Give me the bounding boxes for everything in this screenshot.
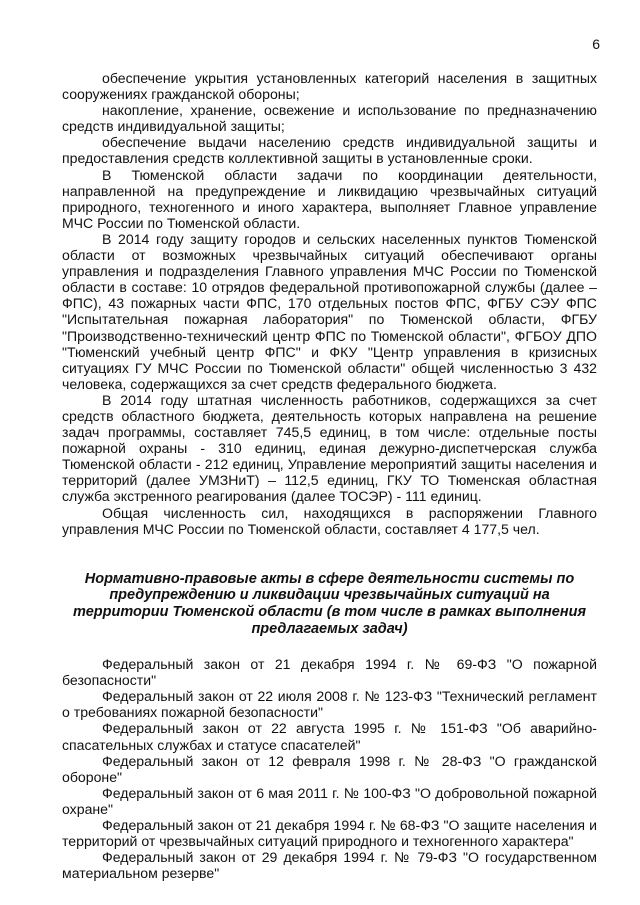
paragraph: обеспечение выдачи населению средств индивидуальной защиты и предоставления средств коллективной защиты в установленные сроки. xyxy=(62,134,597,167)
paragraph: Общая численность сил, находящихся в распоряжении Главного управления МЧС России по Тюменской области, составляет 4 177,5 чел. xyxy=(62,504,597,537)
section-heading: Нормативно-правовые акты в сфере деятельности системы по предупреждению и ликвидации чрезвычайных ситуаций на территории Тюменской области (в том числе в рамках выполнения предлагаемых задач) xyxy=(73,570,586,637)
legal-act-item: Федеральный закон от 21 декабря 1994 г. № 69-ФЗ "О пожарной безопасности" xyxy=(62,656,597,689)
legal-act-item: Федеральный закон от 12 февраля 1998 г. № 28-ФЗ "О гражданской обороне" xyxy=(62,752,597,785)
legal-act-item: Федеральный закон от 22 июля 2008 г. № 123-ФЗ "Технический регламент о требованиях пожарной безопасности" xyxy=(62,688,597,721)
paragraph: накопление, хранение, освежение и использование по предназначению средств индивидуальной защиты; xyxy=(62,102,597,135)
legal-act-item: Федеральный закон от 22 августа 1995 г. № 151-ФЗ "Об аварийно-спасательных службах и статусе спасателей" xyxy=(62,720,597,753)
paragraph: В Тюменской области задачи по координации деятельности, направленной на предупреждение и ликвидацию чрезвычайных ситуаций природного, техногенного и иного характера, выполняет Главное управление МЧС России по Тюменской области. xyxy=(62,166,597,231)
paragraph: В 2014 году защиту городов и сельских населенных пунктов Тюменской области от возможных чрезвычайных ситуаций обеспечивают органы управления и подразделения Главного управления МЧС России по Тюменской области в составе: 10 отрядов федеральной противопожарной службы (далее – ФПС), 43 пожарных части ФПС, 170 отдельных постов ФПС, ФГБУ СЭУ ФПС "Испытательная пожарная лаборатория" по Тюменской области, ФГБУ "Производственно-технический центр ФПС по Тюменской области", ФГБОУ ДПО "Тюменский учебный центр ФПС" и ФКУ "Центр управления в кризисных ситуациях ГУ МЧС России по Тюменской области" общей численностью 3 432 человека, содержащихся за счет средств федерального бюджета. xyxy=(62,230,597,392)
legal-act-item: Федеральный закон от 21 декабря 1994 г. № 68-ФЗ "О защите населения и территорий от чрезвычайных ситуаций природного и техногенного характера" xyxy=(62,817,597,850)
paragraph: В 2014 году штатная численность работников, содержащихся за счет средств областного бюджета, деятельность которых направлена на решение задач программы, составляет 745,5 единиц, в том числе: отдельные посты пожарной охраны - 310 единиц, единая дежурно-диспетчерская служба Тюменской области - 212 единиц, Управление мероприятий защиты населения и территорий (далее УМЗНиТ) – 112,5 единиц, ГКУ ТО Тюменская областная служба экстренного реагирования (далее ТОСЭР) - 111 единиц. xyxy=(62,391,597,505)
page-number: 6 xyxy=(592,36,600,52)
legal-acts-list xyxy=(62,656,597,881)
legal-act-item: Федеральный закон от 29 декабря 1994 г. № 79-ФЗ "О государственном материальном резерве" xyxy=(62,849,597,882)
legal-act-item: Федеральный закон от 6 мая 2011 г. № 100-ФЗ "О добровольной пожарной охране" xyxy=(62,784,597,817)
document-body xyxy=(62,70,597,881)
paragraph: обеспечение укрытия установленных категорий населения в защитных сооружениях гражданской обороны; xyxy=(62,70,597,103)
